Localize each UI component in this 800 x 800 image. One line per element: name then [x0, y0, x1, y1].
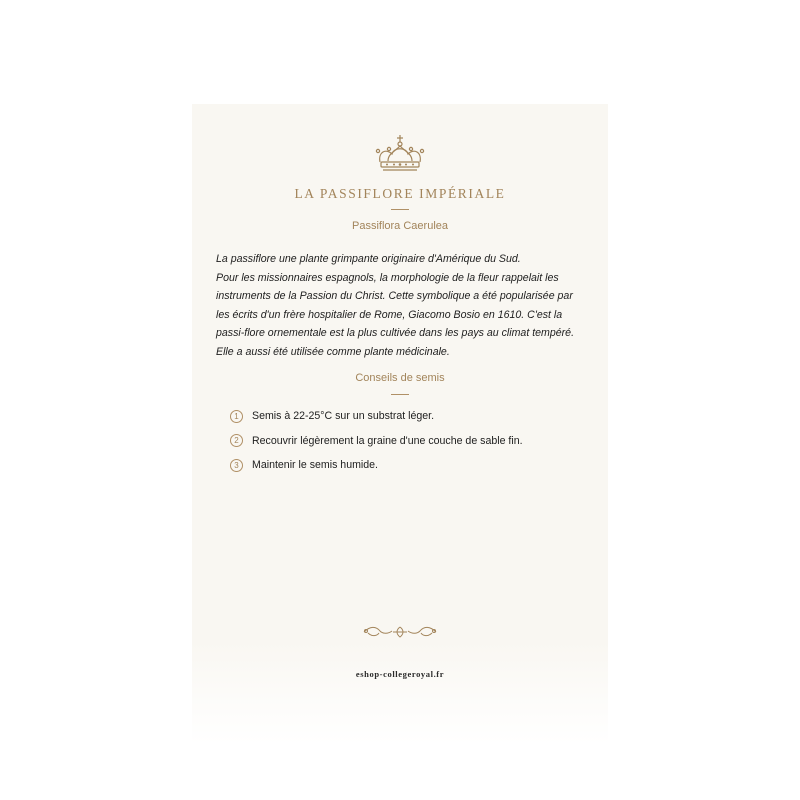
intro-line-2: Pour les missionnaires espagnols, la morphologie de la fleur rappelait les instruments de la Passion du Christ. Cette symbolique a été popularisée par les écrits d'un frère hospitalier de Rome, Giacomo Bosio en 1610. C'est la passi-flore ornementale est la plus cultivée dans les pays au climat tempéré. Elle a aussi été utilisée comme plante médicinale.: [216, 271, 575, 358]
footer-website: eshop-collegeroyal.fr: [355, 669, 445, 679]
card-title: LA PASSIFLORE IMPÉRIALE: [294, 186, 506, 201]
section-title: Conseils de semis: [355, 372, 445, 384]
step-item: [230, 408, 588, 424]
step-text: Recouvrir légèrement la graine d'une couche de sable fin.: [252, 434, 523, 447]
step-text: Maintenir le semis humide.: [252, 459, 378, 471]
flourish-ornament-icon: [362, 624, 438, 640]
step-text: Semis à 22-25°C sur un substrat léger.: [252, 410, 435, 422]
step-item: [230, 433, 588, 449]
steps-list: [230, 408, 588, 482]
intro-line-1: La passiflore une plante grimpante originaire d'Amérique du Sud.: [216, 253, 521, 265]
crown-icon: [374, 134, 426, 174]
intro-text: [216, 250, 586, 361]
title-divider: [391, 209, 409, 210]
seed-card: [192, 104, 608, 744]
card-subtitle: Passiflora Caerulea: [352, 220, 448, 232]
step-number-badge: 2: [230, 434, 243, 447]
section-divider: [391, 394, 409, 395]
step-item: [230, 457, 588, 473]
step-number-badge: 1: [230, 410, 243, 423]
step-number-badge: 3: [230, 459, 243, 472]
